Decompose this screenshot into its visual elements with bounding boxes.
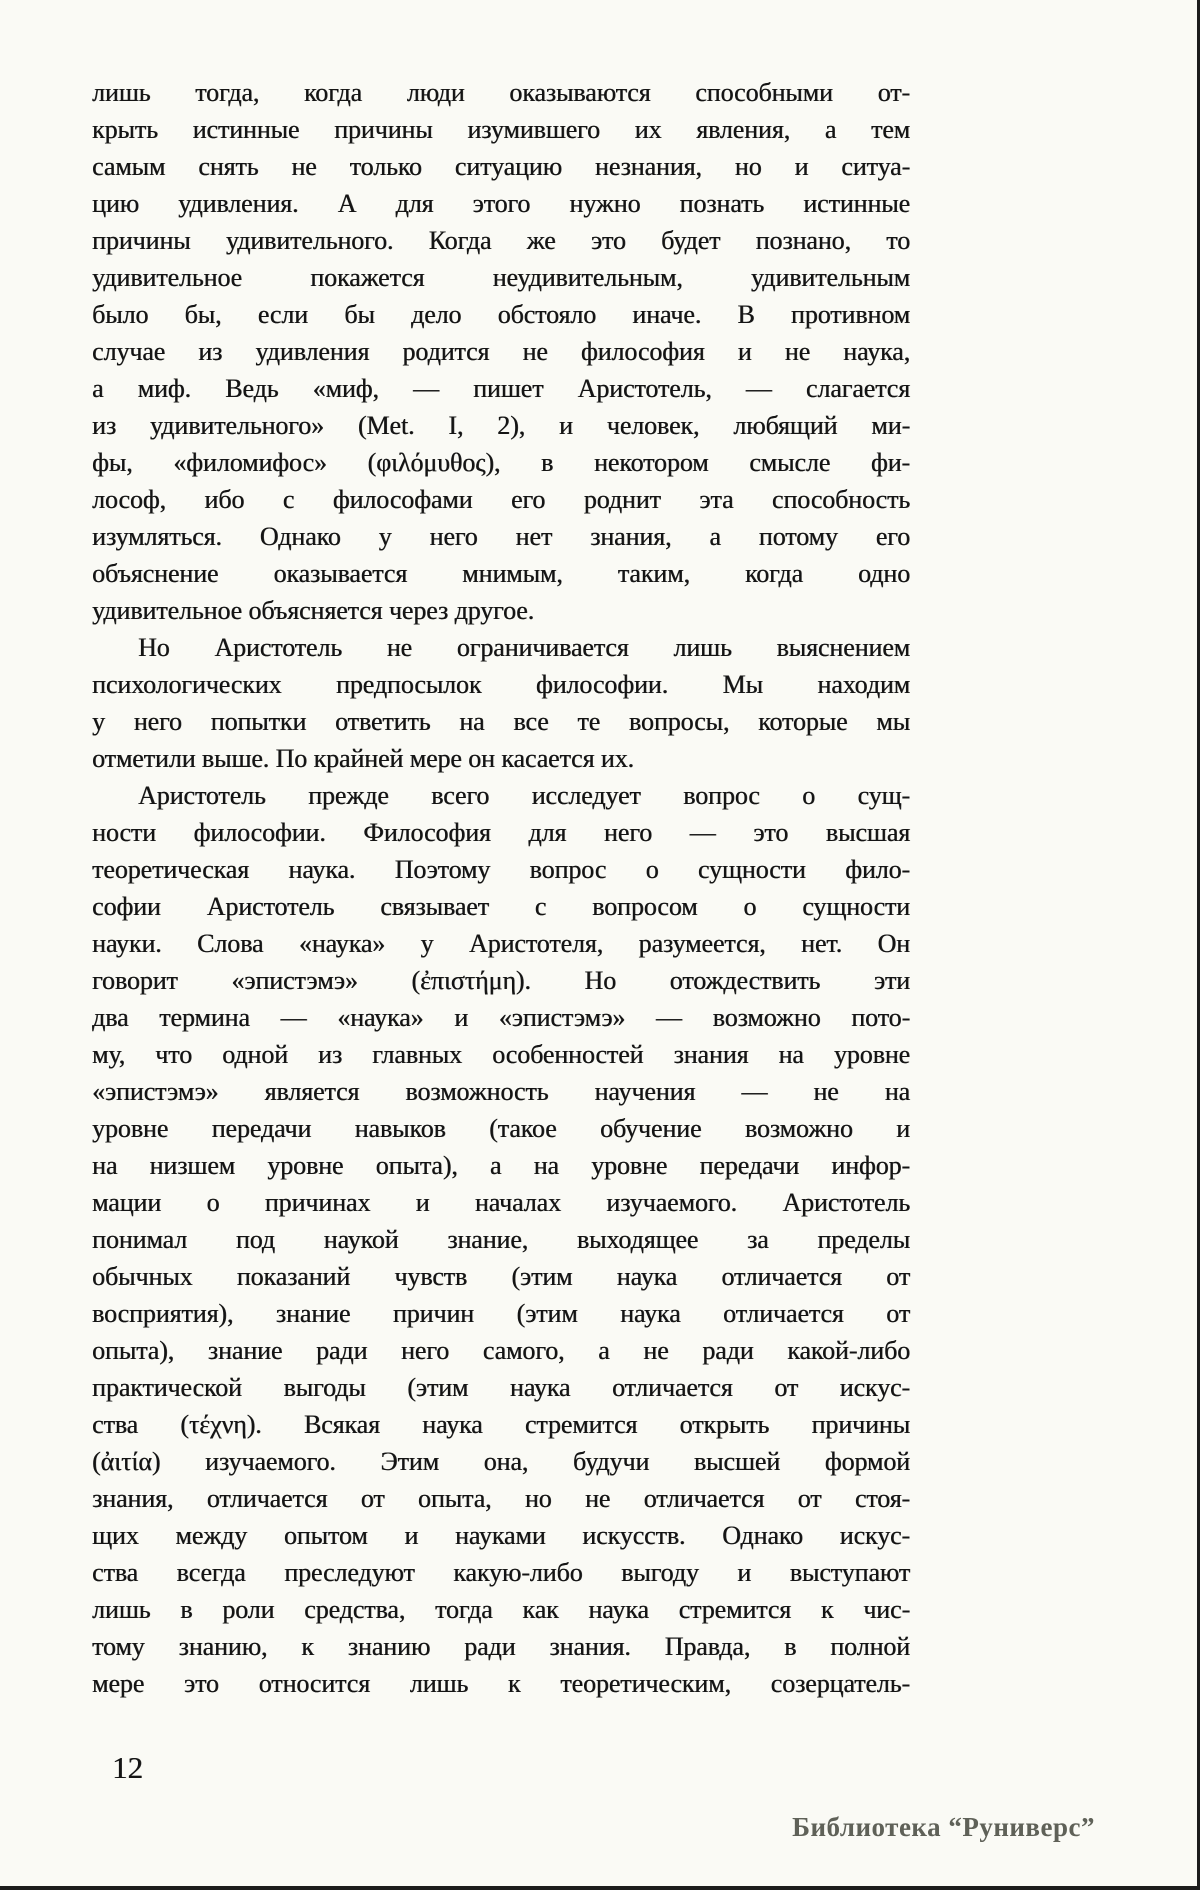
text-line: лишь в роли средства, тогда как наука стремится к чис- [92, 1595, 910, 1624]
text-block [92, 74, 910, 1702]
watermark: Библиотека “Руниверс” [792, 1812, 1095, 1842]
text-line: опыта), знание ради него самого, а не ради какой-либо [92, 1336, 910, 1365]
text-line: тому знанию, к знанию ради знания. Правда, в полной [92, 1632, 910, 1661]
text-line: знания, отличается от опыта, но не отличается от стоя- [92, 1484, 910, 1513]
text-line: отметили выше. По крайней мере он касается их. [92, 744, 634, 773]
text-line: фы, «филомифос» (φιλόμυθος), в некотором смысле фи- [92, 448, 910, 477]
text-line: мации о причинах и началах изучаемого. Аристотель [92, 1188, 910, 1217]
page-number: 12 [112, 1750, 143, 1785]
text-line: практической выгоды (этим наука отличается от искус- [92, 1373, 910, 1402]
text-line: обычных показаний чувств (этим наука отличается от [92, 1262, 910, 1291]
text-line: удивительное объясняется через другое. [92, 596, 535, 625]
text-line: Но Аристотель не ограничивается лишь выяснением [138, 633, 910, 662]
text-line: лософ, ибо с философами его роднит эта способность [92, 485, 910, 514]
text-line: уровне передачи навыков (такое обучение возможно и [92, 1114, 910, 1143]
text-line: два термина — «наука» и «эпистэмэ» — возможно пото- [92, 1003, 910, 1032]
text-line: крыть истинные причины изумившего их явления, а тем [92, 115, 910, 144]
text-line: психологических предпосылок философии. Мы находим [92, 670, 910, 699]
text-line: ства всегда преследуют какую-либо выгоду и выступают [92, 1558, 910, 1587]
text-line: удивительное покажется неудивительным, удивительным [92, 263, 910, 292]
text-line: теоретическая наука. Поэтому вопрос о сущности фило- [92, 855, 910, 884]
text-line: из удивительного» (Met. I, 2), и человек, любящий ми- [92, 411, 910, 440]
text-line: случае из удивления родится не философия и не наука, [92, 337, 910, 366]
text-line: ности философии. Философия для него — это высшая [92, 818, 910, 847]
text-line: «эпистэмэ» является возможность научения — не на [92, 1077, 910, 1106]
text-line: а миф. Ведь «миф, — пишет Аристотель, — слагается [92, 374, 910, 403]
text-line: Аристотель прежде всего исследует вопрос о сущ- [138, 781, 910, 810]
text-line: причины удивительного. Когда же это будет познано, то [92, 226, 910, 255]
text-line: объяснение оказывается мнимым, таким, когда одно [92, 559, 910, 588]
text-line: на низшем уровне опыта), а на уровне передачи инфор- [92, 1151, 910, 1180]
text-line: лишь тогда, когда люди оказываются способными от- [92, 78, 910, 107]
text-line: восприятия), знание причин (этим наука отличается от [92, 1299, 910, 1328]
text-line: му, что одной из главных особенностей знания на уровне [92, 1040, 910, 1069]
text-line: мере это относится лишь к теоретическим, созерцатель- [92, 1669, 910, 1698]
text-line: щих между опытом и науками искусств. Однако искус- [92, 1521, 910, 1550]
text-line: самым снять не только ситуацию незнания, но и ситуа- [92, 152, 910, 181]
text-line: ства (τέχνη). Всякая наука стремится открыть причины [92, 1410, 910, 1439]
text-line: науки. Слова «наука» у Аристотеля, разумеется, нет. Он [92, 929, 910, 958]
text-line: у него попытки ответить на все те вопросы, которые мы [92, 707, 910, 736]
text-line: (ἀιτία) изучаемого. Этим она, будучи высшей формой [92, 1447, 910, 1476]
text-line: говорит «эпистэмэ» (ἐπιστήμη). Но отождествить эти [92, 966, 910, 995]
text-line: было бы, если бы дело обстояло иначе. В противном [92, 300, 910, 329]
text-line: цию удивления. А для этого нужно познать истинные [92, 189, 910, 218]
text-line: изумляться. Однако у него нет знания, а потому его [92, 522, 910, 551]
text-line: софии Аристотель связывает с вопросом о сущности [92, 892, 910, 921]
text-line: понимал под наукой знание, выходящее за пределы [92, 1225, 910, 1254]
